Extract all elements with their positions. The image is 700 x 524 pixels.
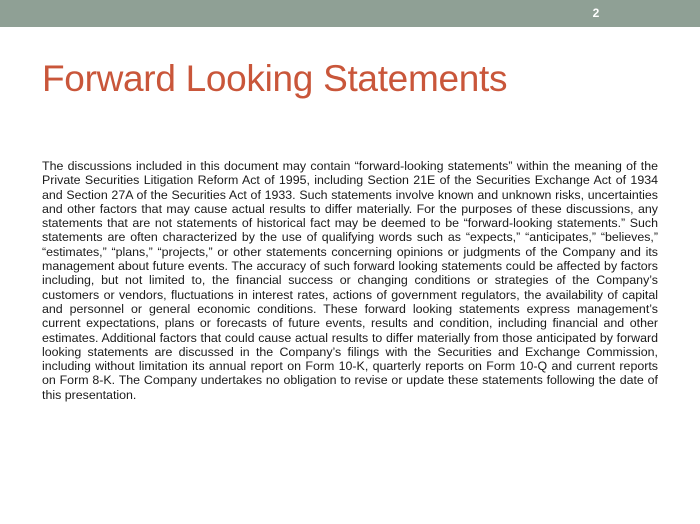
page-number: 2 xyxy=(592,6,600,20)
disclaimer-paragraph: The discussions included in this document may contain “forward-looking statements” within the meaning of the Private Securities Litigation Reform Act of 1995, including Section 21E of the Securities Exchange Act of 1934 and Section 27A of the Securities Act of 1933. Such statements involve known and unknown risks, uncertainties and other factors that may cause actual results to differ materially. For the purposes of these discussions, any statements that are not statements of historical fact may be deemed to be “forward-looking statements.” Such statements are often characterized by the use of qualifying words such as “expects,” “anticipates,” “believes,” “estimates,” “plans,” “projects,” or other statements concerning opinions or judgments of the Company and its management about future events. The accuracy of such forward looking statements could be affected by factors including, but not limited to, the financial success or changing conditions or strategies of the Company’s customers or vendors, fluctuations in interest rates, actions of government regulators, the availability of capital and personnel or general economic conditions. These forward looking statements express management’s current expectations, plans or forecasts of future events, results and condition, including financial and other estimates. Additional factors that could cause actual results to differ materially from those anticipated by forward looking statements are discussed in the Company’s filings with the Securities and Exchange Commission, including without limitation its annual report on Form 10-K, quarterly reports on Form 10-Q and current reports on Form 8-K. The Company undertakes no obligation to revise or update these statements following the date of this presentation. xyxy=(42,159,658,402)
slide-title: Forward Looking Statements xyxy=(42,58,508,99)
header-bar xyxy=(0,0,700,27)
